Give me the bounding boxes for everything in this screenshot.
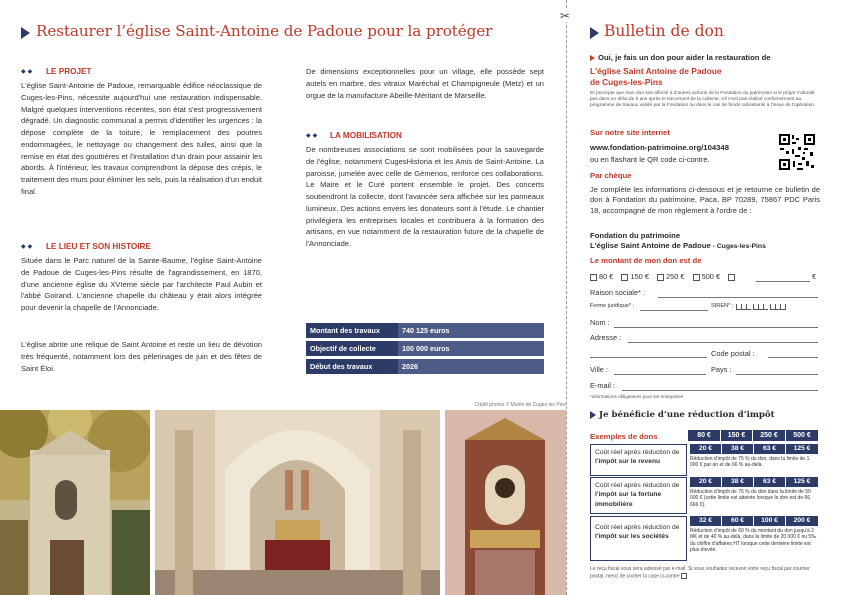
payee-name: Fondation du patrimoine — [590, 231, 681, 240]
tax-cell: 20 € — [690, 477, 721, 487]
cut-line — [566, 0, 567, 595]
church-name-line-2: de Cuges-les-Pins — [590, 77, 663, 87]
tax-row-label — [590, 516, 687, 561]
tax-header-cell: 150 € — [721, 430, 752, 441]
tax-cell: 60 € — [722, 516, 753, 526]
amount-250-checkbox[interactable] — [657, 274, 664, 281]
tax-cell: 63 € — [754, 444, 785, 454]
section-projet-text: L'église Saint-Antoine de Padoue, remarquable édifice néoclassique de Cuges-les-Pins, nécessite aujourd'hui une restauration indispensable. Malgré quelques interventions récentes, son état s'est progressivement dégradé. Un diagnostic communal a permis d'identifier les urgences : la dépose complète de la toiture, le remplacement des poutres endommagées, le nettoyage ou changement des tuiles, ainsi que la remise en état des gouttières et l'installation d'un drain pour assainir les abords. À l'intérieur, les travaux comprendront la dépose des crépis, le traitement des murs pour éliminer les sels, puis la réalisation d'un enduit final. — [21, 81, 262, 196]
amount-150-label: 150 € — [630, 272, 649, 281]
section-lieu-text-2: L'église abrite une relique de Saint Antoine et reste un lieu de dévotion très fréquenté, notamment lors des pèlerinages de juin et des fêtes de Saint Éloi. — [21, 340, 262, 373]
amount-options — [590, 272, 737, 281]
tax-cell: 32 € — [690, 516, 721, 526]
website-url[interactable]: www.fondation-patrimoine.org/104348 — [590, 143, 729, 152]
tax-row-label-text: Coût réel après réduction de — [595, 449, 680, 456]
diamond-bullets-icon: ◆◆ — [306, 133, 320, 139]
email-input[interactable] — [622, 390, 818, 391]
church-interior-photo — [155, 410, 440, 595]
cheque-heading: Par chèque — [590, 171, 632, 180]
project-info-table — [306, 320, 544, 377]
amount-500-checkbox[interactable] — [693, 274, 700, 281]
amount-80-checkbox[interactable] — [590, 274, 597, 281]
postal-code-input[interactable] — [768, 357, 818, 358]
amount-500-label: 500 € — [701, 272, 721, 281]
title-arrow-icon — [590, 27, 599, 39]
tax-note: Réduction d'impôt de 60 % du montant du don jusqu'à 2 M€ et de 40 % au-delà, dans la limite de 20 000 € ou 5‰ du chiffre d'affaires HT lorsque cette dernière limite est plus élevée. — [690, 528, 817, 553]
receipt-note-text: Le reçu fiscal vous sera adressé par e-mail. Si vous souhaitez recevoir votre reçu fiscal par courrier postal, merci de cocher la case ci-contre — [590, 566, 810, 579]
arrow-icon — [590, 411, 596, 419]
table-value: 740 125 euros — [398, 323, 544, 338]
section-description-text: De dimensions exceptionnelles pour un village, elle possède sept autels en marbre, des vitraux Maréchal et Champigneule (Metz) et un orgue de la manufacture Abeille-Méritant de Marseille. — [306, 67, 544, 100]
amount-other-input[interactable] — [756, 281, 810, 282]
tax-note: Réduction d'impôt de 75 % du don, dans la limite de 1 000 € par an et de 66 % au-delà. — [690, 456, 810, 469]
payee-church-name: L'église Saint Antoine de Padoue — [590, 241, 711, 250]
section-lieu-text-1: Située dans le Parc naturel de la Sainte-Baume, l'église Saint-Antoine de Padoue de Cuges-les-Pins résulte de l'agrandissement, en 1870, d'une ancienne église du XVIeme siècle par l'architecte Paul Aubin et l'abbé Goirand. L'ancienne chapelle du château y était alors intégrée pour devenir la chapelle de l'Annonciade. — [21, 256, 262, 312]
tax-cell: 200 € — [786, 516, 818, 526]
tax-cell: 38 € — [722, 444, 753, 454]
address-input[interactable] — [628, 342, 818, 343]
company-name-input[interactable] — [658, 297, 818, 298]
church-facade-photo — [0, 410, 150, 595]
amount-other-checkbox[interactable] — [728, 274, 735, 281]
table-row — [306, 341, 544, 356]
table-row — [306, 359, 544, 374]
section-lieu-heading: LE LIEU ET SON HISTOIRE — [46, 242, 151, 251]
altar-photo — [445, 410, 566, 595]
city-input[interactable] — [614, 374, 706, 375]
table-label: Montant des travaux — [306, 323, 398, 338]
receipt-note — [590, 566, 822, 580]
tax-row-label — [590, 444, 687, 476]
email-label: E-mail : — [590, 381, 616, 390]
city-label: Ville : — [590, 365, 608, 374]
siren-label: SIREN* : — [711, 303, 734, 309]
tax-row-label-text: Coût réel après réduction de — [595, 524, 680, 531]
tax-cell: 125 € — [786, 444, 818, 454]
title-arrow-icon — [21, 27, 30, 39]
tax-row-label-bold: l'impôt sur la fortune immobilière — [595, 491, 662, 508]
qr-code-icon[interactable] — [778, 133, 816, 171]
examples-label: Exemples de dons — [590, 432, 658, 441]
donation-intro — [590, 53, 771, 62]
amount-250-label: 250 € — [666, 272, 685, 281]
tax-cell: 125 € — [786, 477, 818, 487]
website-heading: Sur notre site internet — [590, 128, 670, 137]
legal-form-input[interactable] — [640, 310, 708, 311]
section-projet-heading: LE PROJET — [46, 67, 92, 76]
tax-row-label-text: Coût réel après réduction de — [595, 482, 680, 489]
tax-header-cell: 250 € — [753, 430, 785, 441]
section-mobilisation-heading: LA MOBILISATION — [330, 131, 402, 140]
postal-receipt-checkbox[interactable] — [681, 573, 687, 579]
photo-credit: Crédit photos © Mairie de Cuges les Pins — [474, 402, 566, 408]
tax-note: Réduction d'impôt de 75 % du don dans la limite de 50 000 € (cette limite est atteinte lorsque le don est de 66 666 €). — [690, 489, 811, 508]
tax-row-label-bold: l'impôt sur le revenu — [595, 458, 661, 466]
table-value: 2026 — [398, 359, 544, 374]
church-name-line-1: L'église Saint Antoine de Padoue — [590, 66, 722, 76]
section-mobilisation-text: De nombreuses associations se sont mobilisées pour la sauvegarde de l'église, notamment CugesHistoria et les Amis de Saint-Antoine. La paroisse, jumelée avec celle de Gémenos, renforce ces collaborations. Le Maire et le Curé portent ensemble le projet. Des concerts soutiendront la collecte, dont l'avancée sera affichée sur les panneaux lumineux. Des actions envers les donateurs sont à l'étude. Le chantier privilégiera les entreprises locales et contribuera à la formation des artisans, en vue notamment de la restauration future de la chapelle de l'Annonciade. — [306, 145, 544, 248]
table-label: Début des travaux — [306, 359, 398, 374]
table-value: 100 000 euros — [398, 341, 544, 356]
tax-cell: 100 € — [754, 516, 785, 526]
country-input[interactable] — [736, 374, 818, 375]
amount-heading: Le montant de mon don est de — [590, 256, 702, 265]
diamond-bullets-icon: ◆◆ — [21, 69, 35, 75]
table-row — [306, 323, 544, 338]
tax-row-label-bold: l'impôt sur les sociétés — [595, 533, 669, 541]
postal-code-label: Code postal : — [711, 349, 755, 358]
tax-cell: 20 € — [690, 444, 721, 454]
payee-church-town: - Cuges-les-Pins — [710, 243, 766, 250]
address-label: Adresse : — [590, 333, 622, 342]
table-label: Objectif de collecte — [306, 341, 398, 356]
donation-form-title: Bulletin de don — [604, 22, 724, 40]
address-line-2-input[interactable] — [590, 357, 707, 358]
page-title: Restaurer l’église Saint-Antoine de Padoue pour la protéger — [36, 22, 493, 40]
name-input[interactable] — [614, 327, 818, 328]
tax-header-cell: 500 € — [786, 430, 818, 441]
tax-cell: 63 € — [754, 477, 785, 487]
tax-cell: 38 € — [722, 477, 753, 487]
arrow-icon — [590, 55, 595, 61]
tax-row-label — [590, 477, 687, 514]
company-name-label: Raison sociale* : — [590, 288, 646, 297]
legal-form-label: Forme juridique* : — [590, 303, 635, 309]
amount-80-label: 80 € — [599, 272, 614, 281]
name-label: Nom : — [590, 318, 610, 327]
tax-reduction-heading: Je bénéficie d’une réduction d’impôt — [599, 410, 775, 420]
country-label: Pays : — [711, 365, 732, 374]
amount-150-checkbox[interactable] — [621, 274, 628, 281]
disclaimer-text: Et j'accepte que mon don soit affecté à d'autres actions de la Fondation du patrimoine si le projet n'aboutit pas dans un délai de 5 ans après le lancement de la collecte, s'il n'est pas réalisé conformément au programme de travaux validé par la Fondation ou dans le cas de fonds subsistants à l'issue de l'opération. — [590, 91, 816, 109]
cheque-text: Je complète les informations ci-dessous et je retourne ce bulletin de don à Fondation du patrimoine, Paca, BP 70289, 75867 PDC Paris 18, accompagné de mon règlement à l'ordre de : — [590, 185, 820, 215]
scissors-icon: ✂ — [560, 9, 571, 23]
euro-sign: € — [812, 272, 817, 281]
tax-header-cell: 80 € — [688, 430, 720, 441]
payee-church — [590, 241, 766, 250]
siren-input[interactable] — [736, 301, 790, 310]
diamond-bullets-icon: ◆◆ — [21, 244, 35, 250]
donation-intro-text: Oui, je fais un don pour aider la restauration de — [598, 53, 771, 62]
required-note: *informations obligatoires pour les entreprises — [590, 394, 684, 399]
qr-instruction: ou en flashant le QR code ci-contre. — [590, 155, 710, 164]
